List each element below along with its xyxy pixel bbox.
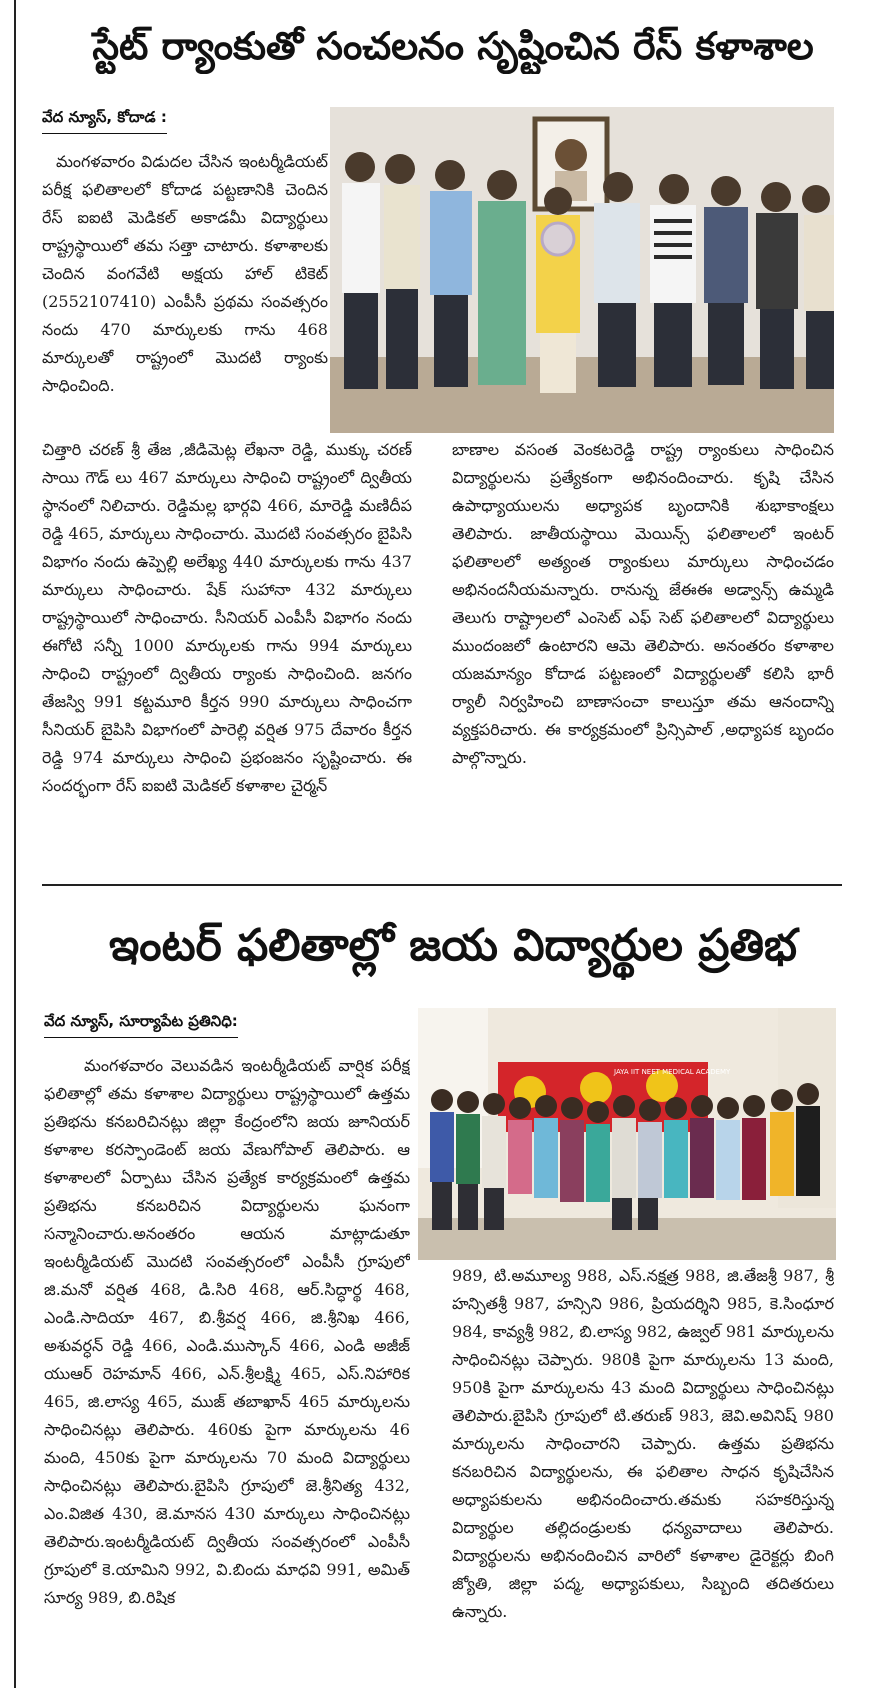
article-divider — [42, 884, 842, 886]
article1-group-photo — [330, 107, 834, 433]
article1-byline: వేద న్యూస్, కోదాడ : — [42, 108, 167, 134]
article2-column1: మంగళవారం వెలువడిన ఇంటర్మీడియట్ వార్షిక పరీక్ష ఫలితాల్లో తమ కళాశాల విద్యార్థులు రాష్ట్రస్థాయిలో ఉత్తమ ప్రతిభను కనబరిచినట్లు జిల్లా కేంద్రంలోని జయ జూనియర్ కళాశాల కరస్పాండెంట్ జయ వేణుగోపాల్ తెలిపారు. ఆ కళాశాలలో ఏర్పాటు చేసిన ప్రత్యేక కార్యక్రమంలో ఉత్తమ ప్రతిభను కనబరిచిన విద్యార్థులను ఘనంగా సన్మానించారు.అనంతరం ఆయన మాట్లాడుతూ ఇంటర్మీడియట్ మొదటి సంవత్సరంలో ఎంపీసీ గ్రూపులో జి.మనో వర్షిత 468, డి.సిరి 468, ఆర్.సిద్ధార్థ 468, ఎండి.సాదియా 467, బి.శ్రీవర్ష 466, జి.శ్రీనిఖ 466, అశువర్ధన్ రెడ్డి 466, ఎండి.ముస్కాన్ 466, ఎండి అజీజ్ యుఆర్ రెహమాన్ 466, ఎన్.శ్రీలక్ష్మి 465, ఎస్.నిహారిక 465, జి.లాస్య 465, ముజ్ తబాఖాన్ 465 మార్కులను సాధించినట్లు తెలిపారు. 460కు పైగా మార్కులను 46 మంది, 450కు పైగా మార్కులను 70 మంది విద్యార్థులు సాధించినట్లు తెలిపారు.బైపిసి గ్రూపులో జె.శ్రీనిత్య 432, ఎం.విజిత 430, జె.మానస 430 మార్కులు సాధించినట్లు తెలిపారు.ఇంటర్మీడియట్ ద్వితీయ సంవత్సరంలో ఎంపీసీ గ్రూపులో కె.యామిని 992, వి.బిందు మాధవి 991, అమిత్ సూర్య 989, బి.రిషిక — [44, 1056, 410, 1607]
article2-headline: ఇంటర్ ఫలితాల్లో జయ విద్యార్థుల ప్రతిభ — [108, 920, 797, 971]
article2-group-photo — [418, 1008, 836, 1260]
left-margin-rule — [14, 0, 16, 1688]
article1-column1-top: మంగళవారం విడుదల చేసిన ఇంటర్మీడియట్ పరీక్ష ఫలితాలలో కోదాడ పట్టణానికి చెందిన రేస్ ఐఐటి మెడికల్ అకాడమీ విద్యార్థులు రాష్ట్రస్థాయిలో తమ సత్తా చాటారు. కళాశాలకు చెందిన వంగవేటి అక్షయ హాల్ టికెట్ (2552107410) ఎంపీసీ ప్రథమ సంవత్సరం నందు 470 మార్కులకు గాను 468 మార్కులతో రాష్ట్రంలో మొదటి ర్యాంకు సాధించింది. — [42, 152, 328, 395]
article1-column2: బాణాల వసంత వెంకటరెడ్డి రాష్ట్ర ర్యాంకులు సాధించిన విద్యార్థులను ప్రత్యేకంగా అభినందించారు. కృషి చేసిన ఉపాధ్యాయులను అధ్యాపక బృందానికి శుభాకాంక్షలు తెలిపారు. జాతీయస్థాయి మెయిన్స్ ఫలితాలలో ఇంటర్ ఫలితాలలో అత్యంత ర్యాంకులు మార్కులు సాధించడం అభినందనీయమన్నారు. రానున్న జేఈఈ అడ్వాన్స్ ఉమ్మడి తెలుగు రాష్ట్రాలలో ఎంసెట్ ఎఫ్ సెట్ ఫలితాలలో విద్యార్థులు ముందంజలో ఉంటారని ఆమె తెలిపారు. అనంతరం కళాశాల యజమాన్యం కోదాడ పట్టణంలో విద్యార్థులతో కలిసి భారీ ర్యాలీ నిర్వహించి బాణాసంచా కాలుస్తూ తమ ఆనందాన్ని వ్యక్తపరిచారు. ఈ కార్యక్రమంలో ప్రిన్సిపాల్ ,అధ్యాపక బృందం పాల్గొన్నారు. — [452, 440, 834, 767]
article1-headline: స్టేట్ ర్యాంకుతో సంచలనం సృష్టించిన రేస్ కళాశాల — [92, 24, 814, 68]
article1-column1-bottom: చిత్తారి చరణ్ శ్రీ తేజ ,జీడిమెట్ల లేఖనా రెడ్డి, ముక్కు చరణ్ సాయి గౌడ్ లు 467 మార్కులు సాధించి రాష్ట్రంలో ద్వితీయ స్థానంలో నిలిచారు. రెడ్డిమల్ల భార్గవి 466, మారెడ్డి మణిదీప రెడ్డి 465, మార్కులు సాధించారు. మొదటి సంవత్సరం బైపిసి విభాగం నందు ఉప్పెల్లి అలేఖ్య 440 మార్కులకు గాను 437 మార్కులు సాధించారు. షేక్ సుహానా 432 మార్కులు రాష్ట్రస్థాయిలో సాధించారు. సీనియర్ ఎంపీసీ విభాగం నందు ఈగోటి సన్నీ 1000 మార్కులకు గాను 994 మార్కులు సాధించి రాష్ట్రంలో ద్వితీయ ర్యాంకు సాధించింది. జనగం తేజస్వి 991 కట్టమూరి కీర్తన 990 మార్కులు సాధించగా సీనియర్ బైపిసి విభాగంలో పారెల్లి వర్షిత 975 దేవారం కీర్తన రెడ్డి 974 మార్కులు సాధించి ప్రభంజనం సృష్టించారు. ఈ సందర్భంగా రేస్ ఐఐటి మెడికల్ కళాశాల చైర్మన్ — [42, 440, 412, 795]
article2-column2: 989, టి.అమూల్య 988, ఎస్.నక్షత్ర 988, జి.తేజశ్రీ 987, శ్రీ హన్సితశ్రీ 987, హన్సిని 986, ప్రియదర్శిని 985, కె.సింధూర 984, కావ్యశ్రీ 982, బి.లాస్య 982, ఉజ్వల్ 981 మార్కులను సాధించినట్లు చెప్పారు. 980కి పైగా మార్కులను 13 మంది, 950కి పైగా మార్కులను 43 మంది విద్యార్థులు సాధించినట్లు తెలిపారు.బైపిసి గ్రూపులో టి.తరుణ్ 983, జెవి.అవినిష్ 980 మార్కులను సాధించారని చెప్పారు. ఉత్తమ ప్రతిభను కనబరిచిన విద్యార్థులను, ఈ ఫలితాల సాధన కృషిచేసిన అధ్యాపకులను అభినందించారు.తమకు సహకరిస్తున్న విద్యార్థుల తల్లిదండ్రులకు ధన్యవాదాలు తెలిపారు. విద్యార్థులను అభినందించిన వారిలో కళాశాల డైరెక్టర్లు బింగి జ్యోతి, జిల్లా పద్మ, అధ్యాపకులు, సిబ్బంది తదితరులు ఉన్నారు. — [452, 1266, 834, 1621]
group-photo-illustration — [330, 107, 834, 433]
article2-byline: వేద న్యూస్, సూర్యాపేట ప్రతినిధి: — [44, 1012, 238, 1038]
banner-text: JAYA IIT NEET MEDICAL ACADEMY — [614, 1068, 731, 1076]
students-photo-illustration — [418, 1008, 836, 1260]
